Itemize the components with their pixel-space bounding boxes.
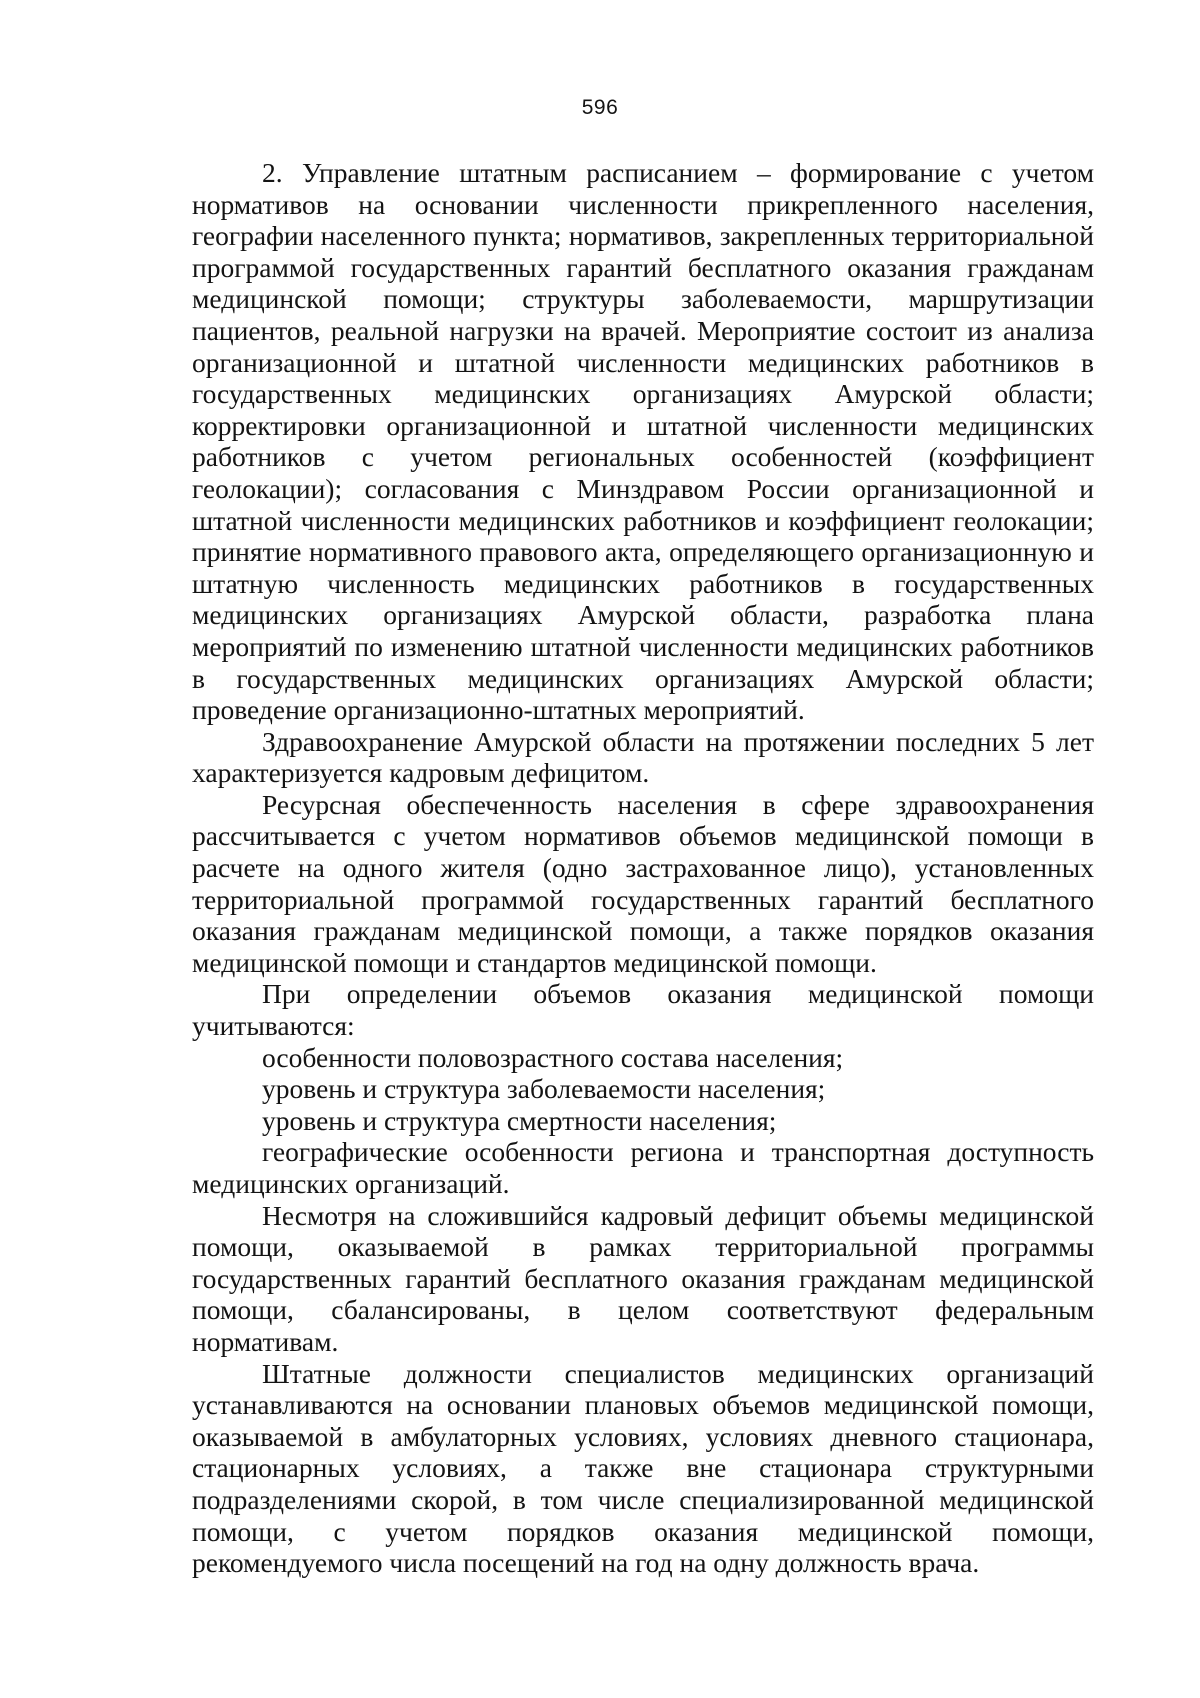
paragraph-resource-provision: Ресурсная обеспеченность населения в сфере здравоохранения рассчитывается с учетом нормативов объемов медицинской помощи в расчете на одного жителя (одно застрахованное лицо), установленных территориальной программой государственных гарантий бесплатного оказания гражданам медицинской помощи, а также порядков оказания медицинской помощи и стандартов медицинской помощи. [192, 788, 1094, 978]
list-item-age-sex-structure: особенности половозрастного состава населения; [262, 1041, 844, 1073]
paragraph-staffing-management: 2. Управление штатным расписанием – формирование с учетом нормативов на основании численности прикрепленного населения, географии населенного пункта; нормативов, закрепленных территориальной программой государственных гарантий бесплатного оказания гражданам медицинской помощи; структуры заболеваемости, маршрутизации пациентов, реальной нагрузки на врачей. Мероприятие состоит из анализа организационной и штатной численности медицинских работников в государственных медицинских организациях Амурской области; корректировки организационной и штатной численности медицинских работников с учетом региональных особенностей (коэффициент геолокации); согласования с Минздравом России организационной и штатной численности медицинских работников и коэффициент геолокации; принятие нормативного правового акта, определяющего организационную и штатную численность медицинских работников в государственных медицинских организациях Амурской области, разработка плана мероприятий по изменению штатной численности медицинских работников в государственных медицинских организациях Амурской области; проведение организационно-штатных мероприятий. [192, 157, 1094, 726]
page-number: 596 [581, 96, 619, 119]
paragraph-staff-deficit: Здравоохранение Амурской области на протяжении последних 5 лет характеризуется кадровым дефицитом. [192, 725, 1094, 789]
list-item-geography: географические особенности региона и транспортная доступность медицинских организаций. [192, 1136, 1094, 1199]
list-item-mortality: уровень и структура смертности населения; [262, 1104, 777, 1136]
paragraph-volume-determination: При определении объемов оказания медицинской помощи учитываются: [192, 978, 1094, 1042]
paragraph-balanced-volumes: Несмотря на сложившийся кадровый дефицит объемы медицинской помощи, оказываемой в рамках территориальной программы государственных гарантий бесплатного оказания гражданам медицинской помощи, сбалансированы, в целом соответствуют федеральным нормативам. [192, 1199, 1094, 1357]
paragraph-staff-positions: Штатные должности специалистов медицинских организаций устанавливаются на основании плановых объемов медицинской помощи, оказываемой в амбулаторных условиях, условиях дневного стационара, стационарных условиях, а также вне стационара структурными подразделениями скорой, в том числе специализированной медицинской помощи, с учетом порядков оказания медицинской помощи, рекомендуемого числа посещений на год на одну должность врача. [192, 1357, 1094, 1579]
document-body [192, 157, 1094, 1579]
list-item-morbidity: уровень и структура заболеваемости населения; [262, 1073, 826, 1105]
